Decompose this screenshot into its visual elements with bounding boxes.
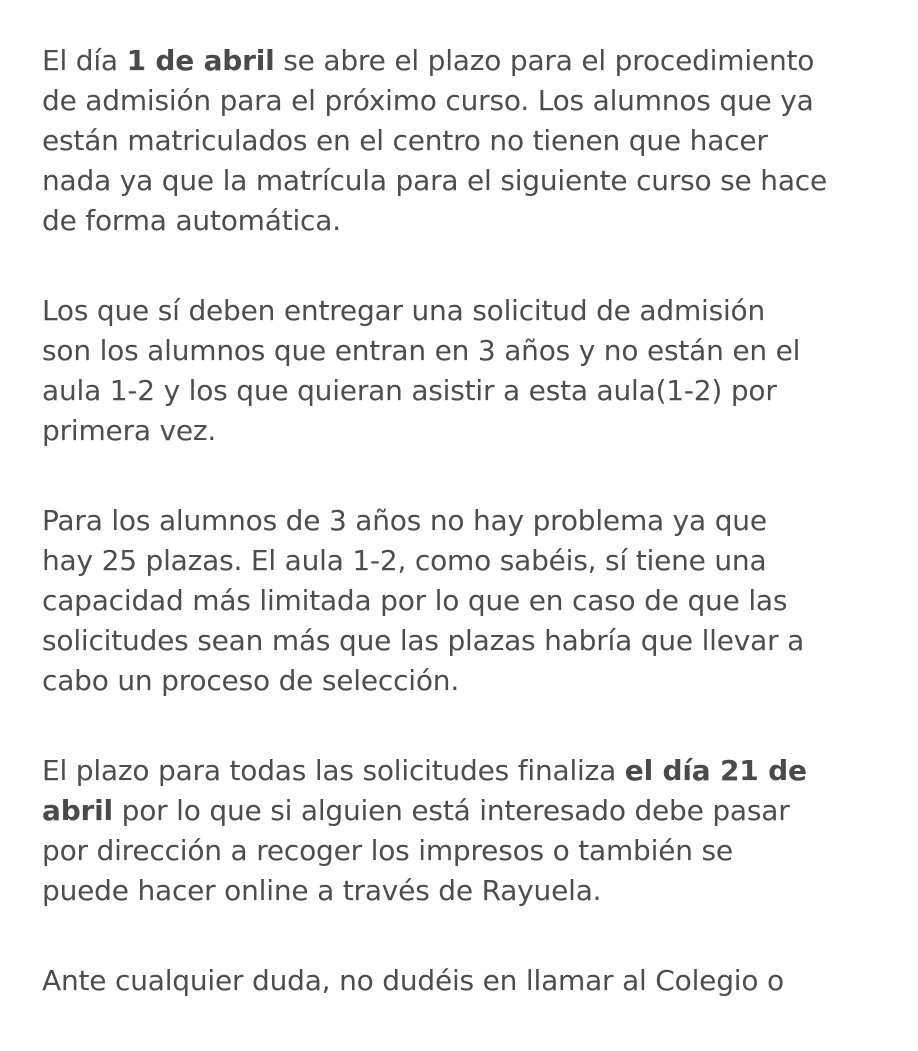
text-line xyxy=(42,621,882,661)
text-line xyxy=(42,201,882,241)
text-line xyxy=(42,371,882,411)
text-segment: hay 25 plazas. El aula 1-2, como sabéis, sí tiene una xyxy=(42,544,767,577)
text-segment: puede hacer online a través de Rayuela. xyxy=(42,874,602,907)
text-line xyxy=(42,331,882,371)
bold-text: el día 21 de xyxy=(624,754,807,787)
text-segment: son los alumnos que entran en 3 años y no están en el xyxy=(42,334,801,367)
bold-text: 1 de abril xyxy=(126,44,275,77)
text-segment: de admisión para el próximo curso. Los alumnos que ya xyxy=(42,84,814,117)
text-line xyxy=(42,581,882,621)
text-segment: por dirección a recoger los impresos o también se xyxy=(42,834,733,867)
text-segment: están matriculados en el centro no tienen que hacer xyxy=(42,124,768,157)
text-segment: de forma automática. xyxy=(42,204,341,237)
text-segment: por lo que si alguien está interesado debe pasar xyxy=(112,794,790,827)
text-line xyxy=(42,41,882,81)
text-segment: Los que sí deben entregar una solicitud de admisión xyxy=(42,294,766,327)
paragraph-1 xyxy=(42,41,882,241)
text-line xyxy=(42,751,882,791)
text-segment: cabo un proceso de selección. xyxy=(42,664,460,697)
text-line xyxy=(42,411,882,451)
text-segment: Ante cualquier duda, no dudéis en llamar al Colegio o xyxy=(42,964,784,997)
text-segment: aula 1-2 y los que quieran asistir a esta aula(1-2) por xyxy=(42,374,777,407)
text-line xyxy=(42,961,882,1001)
text-segment: solicitudes sean más que las plazas habría que llevar a xyxy=(42,624,805,657)
text-segment: primera vez. xyxy=(42,414,217,447)
text-segment: nada ya que la matrícula para el siguiente curso se hace xyxy=(42,164,827,197)
bold-text: abril xyxy=(42,794,113,827)
text-segment: Para los alumnos de 3 años no hay problema ya que xyxy=(42,504,767,537)
paragraph-4 xyxy=(42,751,882,911)
text-line xyxy=(42,661,882,701)
paragraph-2 xyxy=(42,291,882,451)
text-line xyxy=(42,831,882,871)
text-line xyxy=(42,871,882,911)
paragraph-3 xyxy=(42,501,882,701)
text-line xyxy=(42,81,882,121)
text-segment: se abre el plazo para el procedimiento xyxy=(274,44,815,77)
text-line xyxy=(42,501,882,541)
text-segment: El día xyxy=(42,44,127,77)
text-line xyxy=(42,791,882,831)
text-line xyxy=(42,121,882,161)
text-segment: El plazo para todas las solicitudes finaliza xyxy=(42,754,625,787)
text-line xyxy=(42,161,882,201)
article-body xyxy=(42,41,882,1051)
text-segment: capacidad más limitada por lo que en caso de que las xyxy=(42,584,788,617)
text-line xyxy=(42,291,882,331)
paragraph-5 xyxy=(42,961,882,1001)
text-line xyxy=(42,541,882,581)
